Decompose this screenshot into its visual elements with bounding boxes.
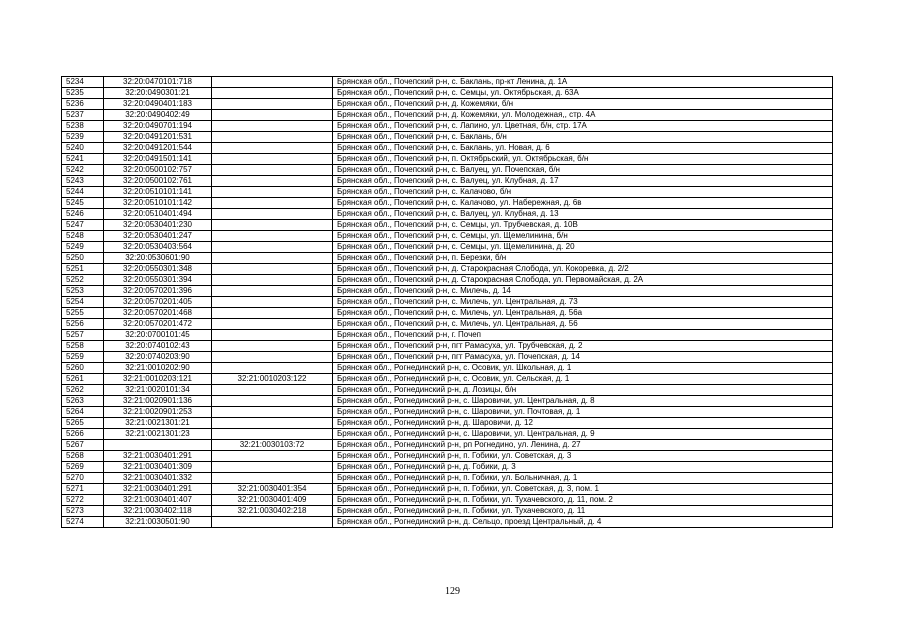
cadastral-number-cell: 32:20:0490301:21 bbox=[104, 88, 212, 99]
row-number-cell: 5258 bbox=[62, 341, 104, 352]
table-row bbox=[62, 264, 833, 275]
address-cell: Брянская обл., Рогнединский р-н, д. Гобики, д. 3 bbox=[333, 462, 833, 473]
related-cadastral-number-cell bbox=[212, 187, 333, 198]
related-cadastral-number-cell bbox=[212, 319, 333, 330]
related-cadastral-number-cell bbox=[212, 253, 333, 264]
table-row bbox=[62, 231, 833, 242]
related-cadastral-number-cell bbox=[212, 341, 333, 352]
row-number-cell: 5271 bbox=[62, 484, 104, 495]
cadastral-number-cell: 32:20:0491201:531 bbox=[104, 132, 212, 143]
page-number: 129 bbox=[445, 586, 460, 597]
row-number-cell: 5270 bbox=[62, 473, 104, 484]
table-row bbox=[62, 275, 833, 286]
cadastral-number-cell: 32:20:0510101:141 bbox=[104, 187, 212, 198]
cadastral-number-cell: 32:21:0010202:90 bbox=[104, 363, 212, 374]
related-cadastral-number-cell bbox=[212, 121, 333, 132]
row-number-cell: 5255 bbox=[62, 308, 104, 319]
cadastral-number-cell: 32:20:0500102:757 bbox=[104, 165, 212, 176]
related-cadastral-number-cell bbox=[212, 132, 333, 143]
row-number-cell: 5252 bbox=[62, 275, 104, 286]
related-cadastral-number-cell bbox=[212, 286, 333, 297]
row-number-cell: 5234 bbox=[62, 77, 104, 88]
row-number-cell: 5246 bbox=[62, 209, 104, 220]
address-cell: Брянская обл., Почепский р-н, пгт Рамасуха, ул. Трубчевская, д. 2 bbox=[333, 341, 833, 352]
address-cell: Брянская обл., Почепский р-н, с. Лапино, ул. Цветная, б/н, стр. 17А bbox=[333, 121, 833, 132]
table-row bbox=[62, 473, 833, 484]
address-cell: Брянская обл., Рогнединский р-н, п. Гобики, ул. Больничная, д. 1 bbox=[333, 473, 833, 484]
table-row bbox=[62, 253, 833, 264]
table-row bbox=[62, 77, 833, 88]
cadastral-number-cell: 32:20:0470101:718 bbox=[104, 77, 212, 88]
address-cell: Брянская обл., Почепский р-н, п. Березки, б/н bbox=[333, 253, 833, 264]
address-cell: Брянская обл., Рогнединский р-н, д. Лозицы, б/н bbox=[333, 385, 833, 396]
related-cadastral-number-cell bbox=[212, 352, 333, 363]
table-row bbox=[62, 429, 833, 440]
cadastral-number-cell: 32:21:0030501:90 bbox=[104, 517, 212, 528]
row-number-cell: 5261 bbox=[62, 374, 104, 385]
row-number-cell: 5247 bbox=[62, 220, 104, 231]
cadastral-number-cell: 32:20:0530401:230 bbox=[104, 220, 212, 231]
data-table bbox=[61, 76, 833, 528]
related-cadastral-number-cell bbox=[212, 176, 333, 187]
cadastral-number-cell: 32:20:0700101:45 bbox=[104, 330, 212, 341]
cadastral-number-cell: 32:21:0020901:253 bbox=[104, 407, 212, 418]
cadastral-number-cell: 32:21:0030401:332 bbox=[104, 473, 212, 484]
table-row bbox=[62, 297, 833, 308]
row-number-cell: 5245 bbox=[62, 198, 104, 209]
cadastral-number-cell: 32:21:0030401:291 bbox=[104, 451, 212, 462]
address-cell: Брянская обл., Почепский р-н, с. Валуец, ул. Почепская, б/н bbox=[333, 165, 833, 176]
table-row bbox=[62, 418, 833, 429]
table-row bbox=[62, 385, 833, 396]
cadastral-number-cell: 32:20:0740102:43 bbox=[104, 341, 212, 352]
table-row bbox=[62, 484, 833, 495]
related-cadastral-number-cell bbox=[212, 451, 333, 462]
address-cell: Брянская обл., Почепский р-н, с. Милечь, ул. Центральная, д. 56а bbox=[333, 308, 833, 319]
address-cell: Брянская обл., Почепский р-н, с. Баклань, ул. Новая, д. 6 bbox=[333, 143, 833, 154]
related-cadastral-number-cell bbox=[212, 385, 333, 396]
address-cell: Брянская обл., Почепский р-н, г. Почеп bbox=[333, 330, 833, 341]
address-cell: Брянская обл., Рогнединский р-н, п. Гобики, ул. Тухачевского, д. 11, пом. 2 bbox=[333, 495, 833, 506]
row-number-cell: 5256 bbox=[62, 319, 104, 330]
address-cell: Брянская обл., Рогнединский р-н, с. Шаровичи, ул. Центральная, д. 9 bbox=[333, 429, 833, 440]
address-cell: Брянская обл., Почепский р-н, с. Калачово, б/н bbox=[333, 187, 833, 198]
related-cadastral-number-cell bbox=[212, 88, 333, 99]
row-number-cell: 5272 bbox=[62, 495, 104, 506]
related-cadastral-number-cell bbox=[212, 231, 333, 242]
table-row bbox=[62, 198, 833, 209]
address-cell: Брянская обл., Почепский р-н, с. Милечь, д. 14 bbox=[333, 286, 833, 297]
address-cell: Брянская обл., Рогнединский р-н, п. Гобики, ул. Тухачевского, д. 11 bbox=[333, 506, 833, 517]
related-cadastral-number-cell bbox=[212, 418, 333, 429]
address-cell: Брянская обл., Рогнединский р-н, д. Шаровичи, д. 12 bbox=[333, 418, 833, 429]
table-row bbox=[62, 341, 833, 352]
address-cell: Брянская обл., Почепский р-н, с. Семцы, ул. Трубчевская, д. 10В bbox=[333, 220, 833, 231]
table-row bbox=[62, 451, 833, 462]
row-number-cell: 5240 bbox=[62, 143, 104, 154]
cadastral-number-cell: 32:20:0550301:348 bbox=[104, 264, 212, 275]
table-row bbox=[62, 440, 833, 451]
table-row bbox=[62, 110, 833, 121]
related-cadastral-number-cell: 32:21:0030401:354 bbox=[212, 484, 333, 495]
row-number-cell: 5238 bbox=[62, 121, 104, 132]
address-cell: Брянская обл., Рогнединский р-н, п. Гобики, ул. Советская, д. 3, пом. 1 bbox=[333, 484, 833, 495]
row-number-cell: 5242 bbox=[62, 165, 104, 176]
row-number-cell: 5250 bbox=[62, 253, 104, 264]
cadastral-number-cell: 32:21:0010203:121 bbox=[104, 374, 212, 385]
address-cell: Брянская обл., Почепский р-н, п. Октябрьский, ул. Октябрьская, б/н bbox=[333, 154, 833, 165]
address-cell: Брянская обл., Почепский р-н, пгт Рамасуха, ул. Почепская, д. 14 bbox=[333, 352, 833, 363]
cadastral-number-cell: 32:20:0500102:761 bbox=[104, 176, 212, 187]
table-row bbox=[62, 242, 833, 253]
cadastral-number-cell: 32:20:0490402:49 bbox=[104, 110, 212, 121]
table-row bbox=[62, 209, 833, 220]
address-cell: Брянская обл., Почепский р-н, д. Кожемяки, б/н bbox=[333, 99, 833, 110]
table-row bbox=[62, 143, 833, 154]
cadastral-number-cell: 32:21:0020101:34 bbox=[104, 385, 212, 396]
row-number-cell: 5253 bbox=[62, 286, 104, 297]
row-number-cell: 5243 bbox=[62, 176, 104, 187]
row-number-cell: 5259 bbox=[62, 352, 104, 363]
address-cell: Брянская обл., Почепский р-н, с. Семцы, ул. Октябрьская, д. 63А bbox=[333, 88, 833, 99]
row-number-cell: 5266 bbox=[62, 429, 104, 440]
cadastral-number-cell: 32:20:0570201:396 bbox=[104, 286, 212, 297]
row-number-cell: 5251 bbox=[62, 264, 104, 275]
table-row bbox=[62, 363, 833, 374]
cadastral-number-cell: 32:20:0510401:494 bbox=[104, 209, 212, 220]
cadastral-number-cell: 32:21:0030401:309 bbox=[104, 462, 212, 473]
cadastral-number-cell: 32:20:0490701:194 bbox=[104, 121, 212, 132]
address-cell: Брянская обл., Рогнединский р-н, с. Шаровичи, ул. Центральная, д. 8 bbox=[333, 396, 833, 407]
table-row bbox=[62, 165, 833, 176]
table-row bbox=[62, 506, 833, 517]
table-row bbox=[62, 187, 833, 198]
related-cadastral-number-cell: 32:21:0030103:72 bbox=[212, 440, 333, 451]
row-number-cell: 5249 bbox=[62, 242, 104, 253]
related-cadastral-number-cell bbox=[212, 429, 333, 440]
table-row bbox=[62, 121, 833, 132]
cadastral-number-cell bbox=[104, 440, 212, 451]
related-cadastral-number-cell: 32:21:0010203:122 bbox=[212, 374, 333, 385]
related-cadastral-number-cell bbox=[212, 407, 333, 418]
related-cadastral-number-cell bbox=[212, 462, 333, 473]
related-cadastral-number-cell bbox=[212, 308, 333, 319]
table-row bbox=[62, 407, 833, 418]
cadastral-number-cell: 32:20:0570201:472 bbox=[104, 319, 212, 330]
table-row bbox=[62, 154, 833, 165]
related-cadastral-number-cell bbox=[212, 99, 333, 110]
related-cadastral-number-cell bbox=[212, 264, 333, 275]
row-number-cell: 5265 bbox=[62, 418, 104, 429]
row-number-cell: 5263 bbox=[62, 396, 104, 407]
related-cadastral-number-cell bbox=[212, 154, 333, 165]
address-cell: Брянская обл., Почепский р-н, с. Валуец, ул. Клубная, д. 17 bbox=[333, 176, 833, 187]
cadastral-number-cell: 32:21:0021301:21 bbox=[104, 418, 212, 429]
cadastral-number-cell: 32:20:0491501:141 bbox=[104, 154, 212, 165]
table-row bbox=[62, 374, 833, 385]
row-number-cell: 5254 bbox=[62, 297, 104, 308]
cadastral-number-cell: 32:20:0530403:564 bbox=[104, 242, 212, 253]
address-cell: Брянская обл., Рогнединский р-н, п. Гобики, ул. Советская, д. 3 bbox=[333, 451, 833, 462]
table-row bbox=[62, 220, 833, 231]
related-cadastral-number-cell: 32:21:0030402:218 bbox=[212, 506, 333, 517]
related-cadastral-number-cell bbox=[212, 143, 333, 154]
address-cell: Брянская обл., Рогнединский р-н, с. Осовик, ул. Сельская, д. 1 bbox=[333, 374, 833, 385]
cadastral-number-cell: 32:20:0550301:394 bbox=[104, 275, 212, 286]
table-row bbox=[62, 286, 833, 297]
cadastral-number-cell: 32:21:0030401:407 bbox=[104, 495, 212, 506]
row-number-cell: 5269 bbox=[62, 462, 104, 473]
row-number-cell: 5237 bbox=[62, 110, 104, 121]
row-number-cell: 5239 bbox=[62, 132, 104, 143]
row-number-cell: 5260 bbox=[62, 363, 104, 374]
table-row bbox=[62, 462, 833, 473]
row-number-cell: 5235 bbox=[62, 88, 104, 99]
related-cadastral-number-cell bbox=[212, 473, 333, 484]
address-cell: Брянская обл., Рогнединский р-н, д. Сельцо, проезд Центральный, д. 4 bbox=[333, 517, 833, 528]
address-cell: Брянская обл., Почепский р-н, с. Валуец, ул. Клубная, д. 13 bbox=[333, 209, 833, 220]
row-number-cell: 5267 bbox=[62, 440, 104, 451]
cadastral-number-cell: 32:20:0490401:183 bbox=[104, 99, 212, 110]
row-number-cell: 5273 bbox=[62, 506, 104, 517]
related-cadastral-number-cell bbox=[212, 77, 333, 88]
address-cell: Брянская обл., Почепский р-н, д. Старокрасная Слобода, ул. Кокоревка, д. 2/2 bbox=[333, 264, 833, 275]
cadastral-number-cell: 32:20:0530601:90 bbox=[104, 253, 212, 264]
row-number-cell: 5236 bbox=[62, 99, 104, 110]
related-cadastral-number-cell bbox=[212, 363, 333, 374]
cadastral-number-cell: 32:21:0021301:23 bbox=[104, 429, 212, 440]
row-number-cell: 5257 bbox=[62, 330, 104, 341]
address-cell: Брянская обл., Почепский р-н, с. Баклань, б/н bbox=[333, 132, 833, 143]
address-cell: Брянская обл., Почепский р-н, с. Семцы, ул. Щемелинина, д. 20 bbox=[333, 242, 833, 253]
address-cell: Брянская обл., Почепский р-н, с. Баклань, пр-кт Ленина, д. 1А bbox=[333, 77, 833, 88]
cadastral-number-cell: 32:20:0740203:90 bbox=[104, 352, 212, 363]
table-row bbox=[62, 396, 833, 407]
row-number-cell: 5274 bbox=[62, 517, 104, 528]
cadastral-number-cell: 32:20:0570201:468 bbox=[104, 308, 212, 319]
related-cadastral-number-cell bbox=[212, 275, 333, 286]
table-row bbox=[62, 88, 833, 99]
related-cadastral-number-cell bbox=[212, 165, 333, 176]
cadastral-number-cell: 32:20:0510101:142 bbox=[104, 198, 212, 209]
related-cadastral-number-cell bbox=[212, 517, 333, 528]
address-cell: Брянская обл., Почепский р-н, с. Калачово, ул. Набережная, д. 6в bbox=[333, 198, 833, 209]
cadastral-number-cell: 32:21:0030402:118 bbox=[104, 506, 212, 517]
row-number-cell: 5244 bbox=[62, 187, 104, 198]
address-cell: Брянская обл., Почепский р-н, с. Семцы, ул. Щемелинина, б/н bbox=[333, 231, 833, 242]
cadastral-number-cell: 32:21:0030401:291 bbox=[104, 484, 212, 495]
row-number-cell: 5268 bbox=[62, 451, 104, 462]
related-cadastral-number-cell bbox=[212, 198, 333, 209]
table-row bbox=[62, 495, 833, 506]
related-cadastral-number-cell bbox=[212, 242, 333, 253]
related-cadastral-number-cell bbox=[212, 396, 333, 407]
table-row bbox=[62, 308, 833, 319]
table-body bbox=[62, 77, 833, 528]
related-cadastral-number-cell: 32:21:0030401:409 bbox=[212, 495, 333, 506]
address-cell: Брянская обл., Рогнединский р-н, с. Осовик, ул. Школьная, д. 1 bbox=[333, 363, 833, 374]
table-row bbox=[62, 352, 833, 363]
related-cadastral-number-cell bbox=[212, 209, 333, 220]
cadastral-number-cell: 32:20:0530401:247 bbox=[104, 231, 212, 242]
row-number-cell: 5241 bbox=[62, 154, 104, 165]
table-row bbox=[62, 176, 833, 187]
cadastral-number-cell: 32:20:0570201:405 bbox=[104, 297, 212, 308]
address-cell: Брянская обл., Рогнединский р-н, с. Шаровичи, ул. Почтовая, д. 1 bbox=[333, 407, 833, 418]
row-number-cell: 5248 bbox=[62, 231, 104, 242]
cadastral-number-cell: 32:20:0491201:544 bbox=[104, 143, 212, 154]
related-cadastral-number-cell bbox=[212, 110, 333, 121]
address-cell: Брянская обл., Почепский р-н, д. Старокрасная Слобода, ул. Первомайская, д. 2А bbox=[333, 275, 833, 286]
table-row bbox=[62, 132, 833, 143]
table-row bbox=[62, 330, 833, 341]
table-row bbox=[62, 99, 833, 110]
row-number-cell: 5264 bbox=[62, 407, 104, 418]
table-row bbox=[62, 517, 833, 528]
address-cell: Брянская обл., Почепский р-н, д. Кожемяки, ул. Молодежная,, стр. 4А bbox=[333, 110, 833, 121]
related-cadastral-number-cell bbox=[212, 330, 333, 341]
cadastral-number-cell: 32:21:0020901:136 bbox=[104, 396, 212, 407]
row-number-cell: 5262 bbox=[62, 385, 104, 396]
address-cell: Брянская обл., Почепский р-н, с. Милечь, ул. Центральная, д. 73 bbox=[333, 297, 833, 308]
address-cell: Брянская обл., Рогнединский р-н, рп Рогнедино, ул. Ленина, д. 27 bbox=[333, 440, 833, 451]
related-cadastral-number-cell bbox=[212, 220, 333, 231]
table-row bbox=[62, 319, 833, 330]
related-cadastral-number-cell bbox=[212, 297, 333, 308]
address-cell: Брянская обл., Почепский р-н, с. Милечь, ул. Центральная, д. 56 bbox=[333, 319, 833, 330]
